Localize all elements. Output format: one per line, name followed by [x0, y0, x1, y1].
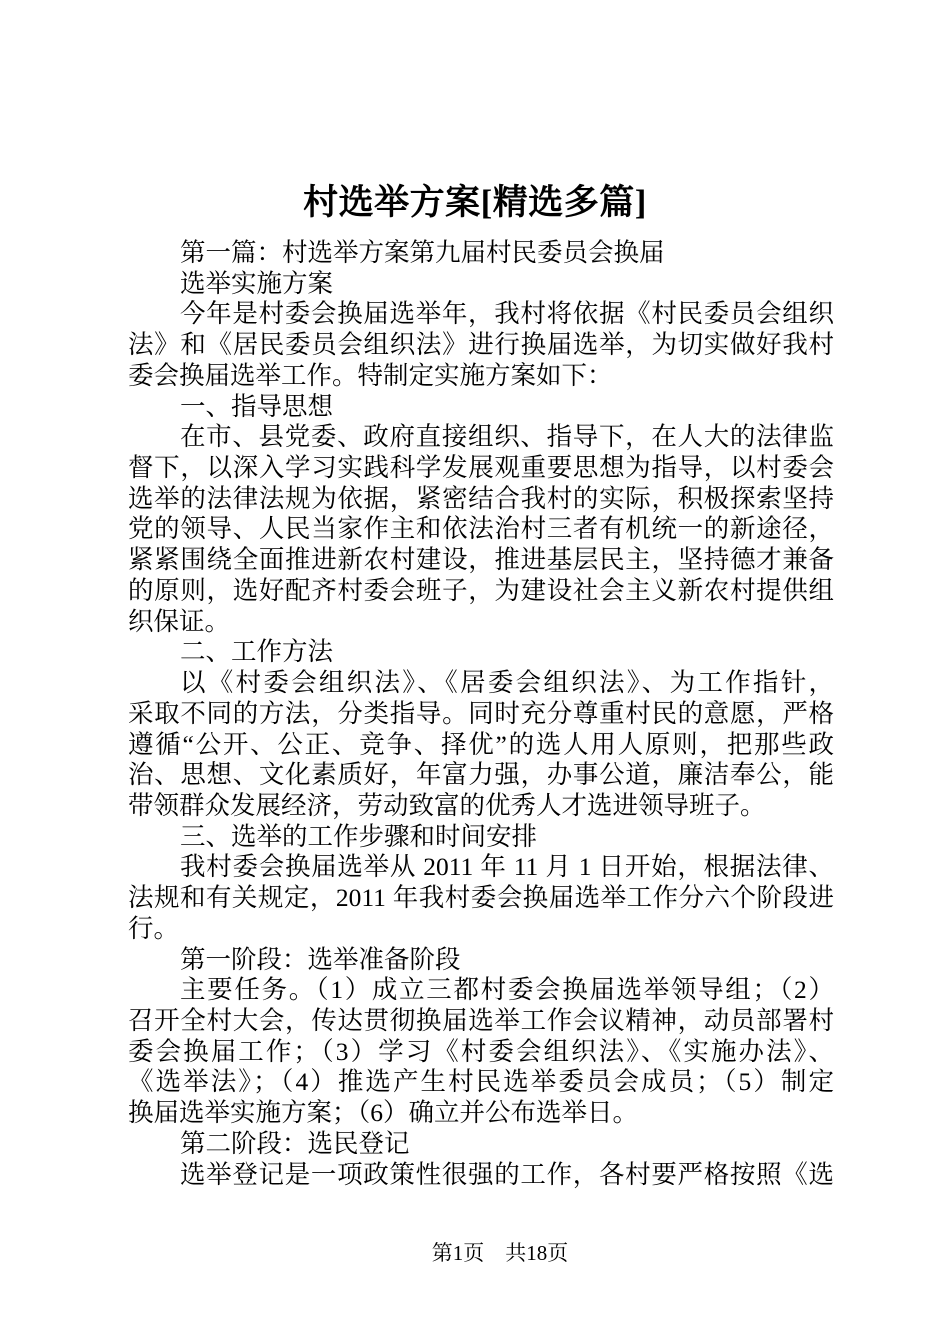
- text-line: 第一篇：村选举方案第九届村民委员会换届: [180, 238, 665, 267]
- text-line: 行。: [128, 913, 180, 943]
- page-number-footer: 第1页 共18页: [431, 1241, 569, 1265]
- text-line: 以《村委会组织法》、《居委会组织法》、为工作指针，: [180, 668, 834, 698]
- text-line: 我村委会换届选举从 2011 年 11 月 1 日开始，根据法律、: [180, 852, 834, 882]
- text-line: 紧紧围绕全面推进新农村建设，推进基层民主，坚持德才兼备: [128, 545, 834, 575]
- text-line: 主要任务。（1）成立三都村委会换届选举领导组；（2）: [180, 975, 834, 1005]
- document-body: [128, 238, 834, 1190]
- text-line: 第一阶段：选举准备阶段: [180, 944, 461, 974]
- text-line: 法规和有关规定，2011 年我村委会换届选举工作分六个阶段进: [128, 883, 834, 913]
- text-line: 采取不同的方法，分类指导。同时充分尊重村民的意愿，严格: [128, 698, 834, 728]
- text-line: 委会换届选举工作。特制定实施方案如下：: [128, 360, 613, 390]
- text-line: 一、指导思想: [180, 391, 334, 421]
- text-line: 《选举法》；（4）推选产生村民选举委员会成员；（5）制定: [128, 1067, 834, 1097]
- text-line: 召开全村大会，传达贯彻换届选举工作会议精神，动员部署村: [128, 1005, 834, 1035]
- text-line: 二、工作方法: [180, 637, 334, 667]
- document-title: 村选举方案[精选多篇]: [303, 183, 647, 222]
- text-line: 选举的法律法规为依据，紧密结合我村的实际，积极探索坚持: [128, 483, 834, 513]
- text-line: 治、思想、文化素质好，年富力强，办事公道，廉洁奉公，能: [128, 760, 834, 790]
- text-line: 督下，以深入学习实践科学发展观重要思想为指导，以村委会: [128, 453, 834, 483]
- text-line: 第二阶段：选民登记: [180, 1128, 410, 1158]
- text-line: 委会换届工作；（3）学习《村委会组织法》、《实施办法》、: [128, 1036, 834, 1066]
- text-line: 的原则，选好配齐村委会班子，为建设社会主义新农村提供组: [128, 575, 834, 605]
- text-line: 选举登记是一项政策性很强的工作，各村要严格按照《选: [180, 1159, 834, 1189]
- text-line: 带领群众发展经济，劳动致富的优秀人才选进领导班子。: [128, 790, 766, 820]
- text-line: 在市、县党委、政府直接组织、指导下，在人大的法律监: [180, 422, 834, 452]
- text-line: 今年是村委会换届选举年，我村将依据《村民委员会组织: [180, 299, 834, 329]
- text-line: 党的领导、人民当家作主和依法治村三者有机统一的新途径，: [128, 514, 834, 544]
- text-line: 换届选举实施方案；（6）确立并公布选举日。: [128, 1098, 639, 1128]
- text-line: 三、选举的工作步骤和时间安排: [180, 821, 538, 851]
- text-line: 织保证。: [128, 606, 231, 636]
- text-line: 遵循“公开、公正、竞争、择优”的选人用人原则，把那些政: [128, 729, 834, 759]
- text-line: 选举实施方案: [180, 268, 334, 298]
- text-line: 法》和《居民委员会组织法》进行换届选举，为切实做好我村: [128, 330, 834, 360]
